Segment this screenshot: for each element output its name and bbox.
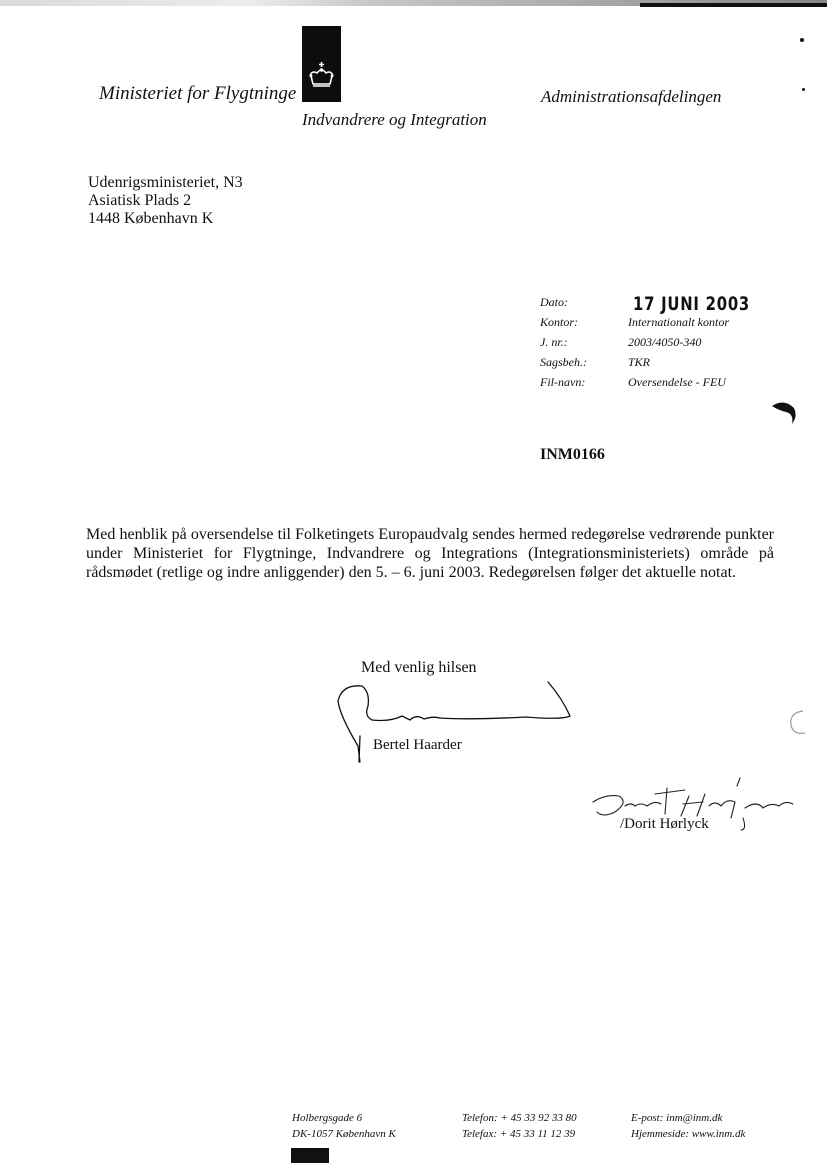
file-value: Oversendelse - FEU <box>628 375 726 389</box>
footer-address-line: Holbergsgade 6 <box>292 1112 363 1124</box>
office-value: Internationalt kontor <box>628 315 729 329</box>
footer-email: E-post: inm@inm.dk <box>631 1112 723 1124</box>
journal-value: 2003/4050-340 <box>628 335 702 349</box>
date-label: Dato: <box>540 295 568 309</box>
closing-greeting: Med venlig hilsen <box>361 659 477 676</box>
letter-body: Med henblik på oversendelse til Folketingets Europaudvalg sendes hermed redegørelse vedrørende punkter under Ministeriet for Flygtninge, Indvandrere og Integrations (Integrationsministeriets) område på rådsmødet (retlige og indre anliggender) den 5. – 6. juni 2003. Redegørelsen følger det aktuelle notat. <box>86 526 774 581</box>
date-stamp: 17 JUNI 2003 <box>633 293 751 315</box>
address-line: Asiatisk Plads 2 <box>88 192 192 209</box>
footer-website: Hjemmeside: www.inm.dk <box>631 1128 746 1140</box>
footer-address-line: DK-1057 København K <box>292 1128 396 1140</box>
recipient-address <box>88 174 243 228</box>
office-label: Kontor: <box>540 315 579 329</box>
footer-black-tab <box>291 1148 329 1163</box>
case-label: Sagsbeh.: <box>540 355 587 369</box>
scan-speck <box>802 88 805 91</box>
signer-name: /Dorit Hørlyck <box>620 816 709 832</box>
footer-address <box>292 1110 396 1142</box>
signature-dorit-horlyck <box>585 772 825 847</box>
address-line: 1448 København K <box>88 210 214 227</box>
reference-number: INM0166 <box>540 446 605 463</box>
footer-contact <box>631 1110 745 1142</box>
footer-telefax: Telefax: + 45 33 11 12 39 <box>462 1128 576 1140</box>
scan-edge-bar <box>640 3 827 7</box>
signer-name: Bertel Haarder <box>373 737 462 753</box>
footer-telephone: Telefon: + 45 33 92 33 80 <box>462 1112 577 1124</box>
department-name: Administrationsafdelingen <box>541 87 722 106</box>
signature-bertel-haarder <box>330 676 580 781</box>
file-label: Fil-navn: <box>540 375 586 389</box>
crown-logo-icon <box>302 26 341 102</box>
ministry-subtitle: Indvandrere og Integration <box>302 110 487 129</box>
scan-speck <box>800 38 804 42</box>
hole-punch-mark-icon <box>770 400 800 431</box>
journal-label: J. nr.: <box>540 335 568 349</box>
address-line: Udenrigsministeriet, N3 <box>88 174 243 191</box>
footer-phone <box>462 1110 577 1142</box>
hole-punch-ring-icon <box>785 707 809 742</box>
case-value: TKR <box>628 355 651 369</box>
ministry-name: Ministeriet for Flygtninge <box>99 83 297 104</box>
